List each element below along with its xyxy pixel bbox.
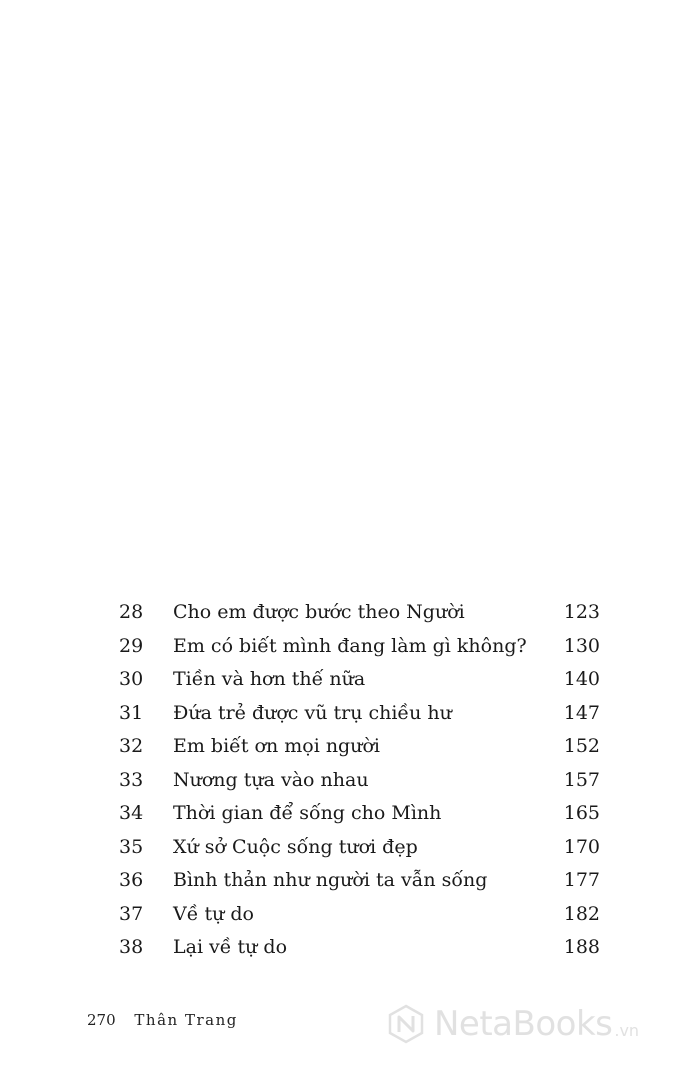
toc-chapter-number: 29 (119, 634, 144, 657)
toc-chapter-number: 35 (119, 835, 144, 858)
toc-row (0, 898, 700, 932)
toc-row (0, 764, 700, 798)
toc-row (0, 797, 700, 831)
toc-page-number: 157 (563, 768, 600, 791)
toc-chapter-title: Lại về tự do (173, 936, 288, 958)
toc-chapter-number: 38 (119, 936, 144, 958)
toc-chapter-title: Em có biết mình đang làm gì không? (173, 634, 527, 657)
toc-page-number: 140 (563, 668, 600, 690)
toc-chapter-number: 30 (119, 668, 144, 690)
toc-page-number: 147 (563, 701, 600, 724)
toc-chapter-title: Em biết ơn mọi người (173, 735, 380, 757)
toc-chapter-number: 31 (119, 701, 144, 724)
n-hexagon-logo-icon (386, 1004, 426, 1044)
toc-chapter-title: Đứa trẻ được vũ trụ chiều hư (173, 701, 452, 724)
toc-chapter-number: 32 (119, 735, 144, 757)
toc-row (0, 831, 700, 865)
toc-page-number: 152 (563, 735, 600, 757)
toc-chapter-title: Xứ sở Cuộc sống tươi đẹp (173, 835, 418, 858)
toc-row (0, 864, 700, 898)
watermark-brand-text: NetaBooks (434, 1004, 613, 1044)
toc-page-number: 130 (563, 634, 600, 657)
toc-page-number: 182 (563, 902, 600, 925)
toc-row (0, 596, 700, 630)
watermark-domain-suffix: .vn (614, 1020, 640, 1040)
toc-chapter-title: Tiền và hơn thế nữa (173, 668, 366, 690)
toc-page-number: 123 (563, 601, 600, 623)
toc-row (0, 730, 700, 764)
toc-chapter-number: 34 (119, 802, 144, 824)
toc-chapter-title: Nương tựa vào nhau (173, 768, 369, 791)
netabooks-watermark (386, 1004, 639, 1044)
toc-page-number: 165 (563, 802, 600, 824)
toc-chapter-number: 28 (119, 601, 144, 623)
table-of-contents (0, 596, 700, 965)
toc-row (0, 630, 700, 664)
toc-chapter-number: 33 (119, 768, 144, 791)
toc-row (0, 697, 700, 731)
toc-page-number: 170 (563, 835, 600, 858)
toc-row (0, 663, 700, 697)
toc-chapter-title: Thời gian để sống cho Mình (173, 802, 442, 824)
footer-page-number: 270 (87, 1011, 116, 1029)
toc-page-number: 188 (563, 936, 600, 958)
footer-author: Thân Trang (134, 1011, 238, 1029)
toc-page-number: 177 (563, 869, 600, 891)
toc-row (0, 931, 700, 965)
toc-chapter-title: Bình thản như người ta vẫn sống (173, 869, 488, 891)
toc-chapter-number: 37 (119, 902, 144, 925)
toc-chapter-number: 36 (119, 869, 144, 891)
toc-chapter-title: Về tự do (173, 902, 254, 925)
toc-chapter-title: Cho em được bước theo Người (173, 601, 465, 623)
page-footer (87, 1011, 238, 1029)
